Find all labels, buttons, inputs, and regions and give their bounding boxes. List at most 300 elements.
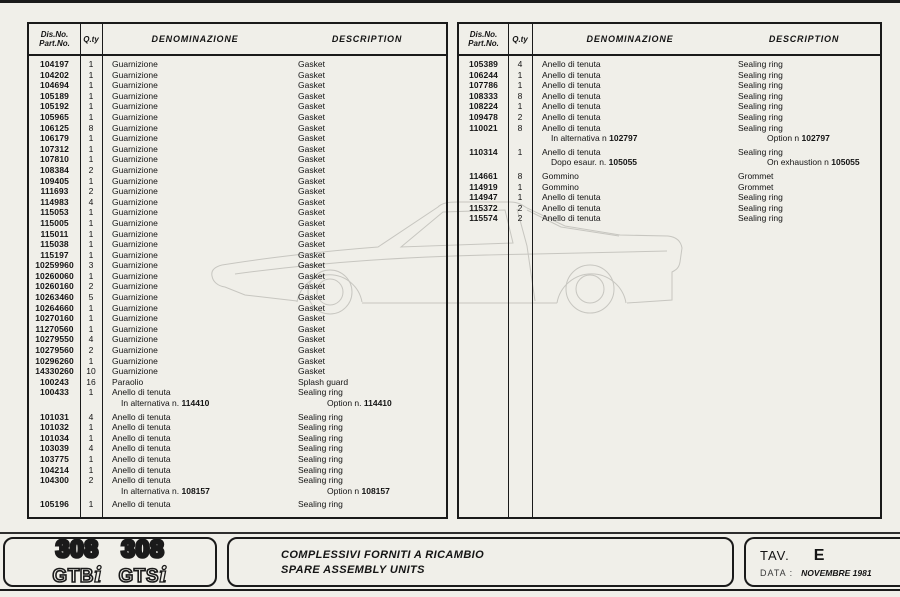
denominazione-text: Guarnizione xyxy=(112,186,158,197)
description-text: Sealing ring xyxy=(298,453,343,464)
logo-model-number: 308 xyxy=(121,536,165,563)
quantity: 1 xyxy=(517,181,523,192)
denominazione-text: Guarnizione xyxy=(112,345,158,356)
denominazione-text: Anello di tenuta xyxy=(542,213,601,224)
table-row xyxy=(29,154,446,165)
denominazione-cell xyxy=(532,203,738,214)
table-row xyxy=(459,182,880,193)
table-row xyxy=(29,218,446,229)
denominazione-text: Anello di tenuta xyxy=(112,499,171,510)
table-row xyxy=(29,176,446,187)
header-part-no: Dis.No. Part.No. xyxy=(39,29,70,48)
column-divider xyxy=(102,24,103,517)
quantity: 1 xyxy=(88,217,94,228)
part-number: 105389 xyxy=(469,59,498,69)
table-body xyxy=(29,56,446,510)
logo-model-trim: GTS xyxy=(118,566,160,587)
part-number: 104694 xyxy=(40,80,69,91)
table-row xyxy=(29,475,446,486)
denominazione-cell xyxy=(102,334,298,345)
description-text: Sealing ring xyxy=(738,80,783,91)
quantity: 1 xyxy=(88,59,94,69)
description-cell xyxy=(298,334,446,345)
description-text: Splash guard xyxy=(298,376,349,387)
description-text: Sealing ring xyxy=(738,59,783,69)
logo-injection-i: i xyxy=(159,562,168,587)
denominazione-text: Anello di tenuta xyxy=(542,59,601,69)
quantity: 1 xyxy=(88,302,94,313)
description-cell xyxy=(298,59,446,70)
description-cell xyxy=(298,260,446,271)
part-number: 105192 xyxy=(40,101,69,112)
table-row xyxy=(29,377,446,388)
part-number: 105196 xyxy=(40,499,69,510)
part-number: 115574 xyxy=(469,213,498,224)
part-number: 115053 xyxy=(40,207,69,218)
part-number: 14330260 xyxy=(35,366,74,377)
table-row xyxy=(29,303,446,314)
part-number: 103039 xyxy=(40,443,69,454)
header-description: DESCRIPTION xyxy=(331,34,403,44)
denominazione-cell xyxy=(532,123,738,134)
description-cell xyxy=(738,171,880,182)
description-text: Sealing ring xyxy=(738,146,783,157)
denominazione-cell xyxy=(102,229,298,240)
quantity: 1 xyxy=(88,323,94,334)
page-top-rule xyxy=(0,0,900,3)
denominazione-text: Gommino xyxy=(542,181,579,192)
table-row xyxy=(29,345,446,356)
description-cell xyxy=(738,213,880,224)
quantity: 3 xyxy=(88,260,94,271)
table-row xyxy=(29,271,446,282)
plate-title-english: SPARE ASSEMBLY UNITS xyxy=(281,563,425,576)
description-text: Gasket xyxy=(298,133,325,144)
table-row xyxy=(29,398,446,409)
denominazione-cell xyxy=(102,387,298,398)
denominazione-cell xyxy=(102,345,298,356)
part-number xyxy=(29,398,80,409)
description-cell xyxy=(738,112,880,123)
description-cell xyxy=(747,157,880,168)
description-cell xyxy=(298,465,446,476)
quantity: 2 xyxy=(517,213,523,224)
denominazione-text: Guarnizione xyxy=(112,302,158,313)
part-number: 104300 xyxy=(40,475,69,486)
denominazione-text: Guarnizione xyxy=(112,270,158,281)
denominazione-cell xyxy=(102,239,298,250)
denominazione-text: Anello di tenuta xyxy=(542,202,601,213)
description-cell xyxy=(738,203,880,214)
description-text: Gasket xyxy=(298,207,325,218)
table-row xyxy=(29,123,446,134)
table-row xyxy=(29,454,446,465)
quantity: 1 xyxy=(517,101,523,112)
denominazione-cell xyxy=(532,59,738,70)
description-cell xyxy=(307,486,446,497)
table-row xyxy=(459,157,880,168)
table-row xyxy=(29,387,446,398)
table-body xyxy=(459,56,880,224)
description-cell xyxy=(298,186,446,197)
description-text: Gasket xyxy=(298,186,325,197)
page-bottom-rule xyxy=(0,589,900,591)
model-logo xyxy=(119,538,168,586)
part-number: 115372 xyxy=(469,202,498,213)
description-text: Gasket xyxy=(298,334,325,345)
denominazione-text: Guarnizione xyxy=(112,366,158,377)
description-cell xyxy=(298,443,446,454)
table-row xyxy=(459,213,880,224)
description-text: Gasket xyxy=(298,217,325,228)
denominazione-text: Guarnizione xyxy=(112,281,158,292)
table-row xyxy=(29,422,446,433)
denominazione-text: Guarnizione xyxy=(112,323,158,334)
quantity xyxy=(508,157,532,168)
denominazione-text: Gommino xyxy=(542,170,579,181)
denominazione-cell xyxy=(102,422,298,433)
quantity: 1 xyxy=(88,207,94,218)
quantity: 1 xyxy=(88,249,94,260)
description-cell xyxy=(738,182,880,193)
quantity: 8 xyxy=(88,122,94,133)
table-row xyxy=(459,123,880,134)
description-text: Gasket xyxy=(298,69,325,80)
description-text: Gasket xyxy=(298,111,325,122)
denominazione-cell xyxy=(102,271,298,282)
description-text: Gasket xyxy=(298,260,325,271)
column-divider xyxy=(532,24,533,517)
description-text: Sealing ring xyxy=(738,111,783,122)
quantity: 1 xyxy=(88,154,94,165)
part-number: 101031 xyxy=(40,411,69,422)
date-value: NOVEMBRE 1981 xyxy=(801,567,872,578)
table-row xyxy=(29,80,446,91)
logo-injection-i: i xyxy=(94,562,103,587)
description-text: Sealing ring xyxy=(738,122,783,133)
description-text: Sealing ring xyxy=(298,443,343,454)
quantity: 4 xyxy=(517,59,523,69)
part-number: 109405 xyxy=(40,175,69,186)
description-cell xyxy=(738,123,880,134)
column-divider xyxy=(508,24,509,517)
quantity xyxy=(80,486,102,497)
description-text: Gasket xyxy=(298,154,325,165)
part-number: 108224 xyxy=(469,101,498,112)
denominazione-text: Anello di tenuta xyxy=(542,69,601,80)
denominazione-cell xyxy=(102,412,298,423)
part-number: 10279550 xyxy=(35,334,74,345)
denominazione-text: Guarnizione xyxy=(112,143,158,154)
part-number: 107810 xyxy=(40,154,69,165)
part-number: 101034 xyxy=(40,432,69,443)
denominazione-cell xyxy=(532,91,738,102)
denominazione-text: Guarnizione xyxy=(112,260,158,271)
quantity: 2 xyxy=(88,345,94,356)
part-number xyxy=(459,157,508,168)
denominazione-text: Anello di tenuta xyxy=(542,90,601,101)
quantity xyxy=(80,398,102,409)
description-cell xyxy=(298,154,446,165)
part-number: 10260060 xyxy=(35,270,74,281)
table-row xyxy=(29,412,446,423)
denominazione-text: Guarnizione xyxy=(112,228,158,239)
description-cell xyxy=(298,499,446,510)
table-row xyxy=(29,356,446,367)
denominazione-text: Anello di tenuta xyxy=(542,111,601,122)
description-cell xyxy=(298,345,446,356)
denominazione-cell xyxy=(102,377,298,388)
denominazione-text: Guarnizione xyxy=(112,101,158,112)
part-number: 107786 xyxy=(469,80,498,91)
parts-table-right xyxy=(457,22,882,519)
part-number: 109478 xyxy=(469,111,498,122)
model-logos-box xyxy=(3,537,217,587)
denominazione-cell xyxy=(102,91,298,102)
table-row xyxy=(29,465,446,476)
table-row xyxy=(459,147,880,158)
description-text: Gasket xyxy=(298,80,325,91)
description-text: Gasket xyxy=(298,281,325,292)
table-row xyxy=(459,101,880,112)
denominazione-ref-number: 105055 xyxy=(608,157,638,168)
denominazione-text: Anello di tenuta xyxy=(542,101,601,112)
part-number: 115038 xyxy=(40,239,69,250)
description-text: Gasket xyxy=(298,122,325,133)
denominazione-text: Anello di tenuta xyxy=(542,192,601,203)
part-number: 105189 xyxy=(40,90,69,101)
description-text: Gasket xyxy=(298,323,325,334)
description-text: Sealing ring xyxy=(738,101,783,112)
quantity: 2 xyxy=(88,281,94,292)
part-number: 107312 xyxy=(40,143,69,154)
quantity: 1 xyxy=(88,313,94,324)
description-ref-number: 108157 xyxy=(361,485,390,496)
description-text: Grommet xyxy=(738,181,774,192)
part-number: 106244 xyxy=(469,69,498,80)
description-cell xyxy=(298,377,446,388)
quantity: 8 xyxy=(517,122,523,133)
quantity: 5 xyxy=(88,292,94,303)
quantity: 4 xyxy=(88,411,94,422)
description-cell xyxy=(298,91,446,102)
description-text: Gasket xyxy=(298,355,325,366)
denominazione-text: Anello di tenuta xyxy=(112,453,171,464)
part-number: 100243 xyxy=(40,376,69,387)
table-row xyxy=(459,112,880,123)
quantity: 2 xyxy=(517,111,523,122)
quantity: 1 xyxy=(517,192,523,203)
description-cell xyxy=(738,147,880,158)
description-text: Gasket xyxy=(298,101,325,112)
denominazione-text: In alternativa n. xyxy=(121,398,182,408)
denominazione-cell xyxy=(102,70,298,81)
denominazione-cell xyxy=(102,133,298,144)
quantity: 1 xyxy=(88,228,94,239)
quantity: 1 xyxy=(88,80,94,91)
logo-model-trim: GTB xyxy=(52,566,95,587)
table-row xyxy=(29,443,446,454)
description-cell xyxy=(738,70,880,81)
table-row xyxy=(29,101,446,112)
header-qty: Q.ty xyxy=(512,34,528,44)
description-cell xyxy=(298,218,446,229)
description-text: Sealing ring xyxy=(298,475,343,486)
part-number: 105965 xyxy=(40,111,69,122)
denominazione-cell xyxy=(532,147,738,158)
denominazione-ref-number: 102797 xyxy=(609,133,638,144)
footer-divider xyxy=(0,532,900,534)
plate-title-box xyxy=(227,537,734,587)
quantity: 8 xyxy=(517,90,523,101)
part-number: 114661 xyxy=(469,170,498,181)
description-text: Sealing ring xyxy=(738,192,783,203)
denominazione-cell xyxy=(532,213,738,224)
header-denominazione: DENOMINAZIONE xyxy=(586,34,674,44)
part-number: 106125 xyxy=(40,122,69,133)
parts-table-left xyxy=(27,22,448,519)
part-number: 103775 xyxy=(40,453,69,464)
denominazione-text: Guarnizione xyxy=(112,175,158,186)
description-cell xyxy=(298,433,446,444)
denominazione-cell xyxy=(102,366,298,377)
table-row xyxy=(29,165,446,176)
part-number: 10279560 xyxy=(35,345,74,356)
part-number: 111693 xyxy=(40,186,69,197)
description-cell xyxy=(298,454,446,465)
table-row xyxy=(29,133,446,144)
table-row xyxy=(29,366,446,377)
description-cell xyxy=(738,192,880,203)
denominazione-cell xyxy=(532,157,747,168)
denominazione-ref-number: 114410 xyxy=(181,398,210,408)
quantity: 1 xyxy=(88,143,94,154)
table-row xyxy=(29,499,446,510)
denominazione-text: Guarnizione xyxy=(112,217,158,228)
description-text: Sealing ring xyxy=(738,69,783,80)
description-text: Sealing ring xyxy=(298,464,343,475)
description-cell xyxy=(298,144,446,155)
denominazione-cell xyxy=(102,165,298,176)
table-row xyxy=(29,59,446,70)
denominazione-cell xyxy=(102,398,307,409)
description-cell xyxy=(738,80,880,91)
column-divider xyxy=(80,24,81,517)
description-cell xyxy=(298,165,446,176)
quantity: 4 xyxy=(88,443,94,454)
description-cell xyxy=(298,133,446,144)
description-ref-number: 114410 xyxy=(363,398,392,408)
table-header xyxy=(459,24,880,56)
part-number: 10264660 xyxy=(35,302,74,313)
part-number: 115197 xyxy=(40,249,69,260)
description-cell xyxy=(747,133,880,144)
part-number: 10263460 xyxy=(35,292,74,303)
part-number: 114947 xyxy=(469,192,498,203)
description-cell xyxy=(298,281,446,292)
quantity: 1 xyxy=(88,101,94,112)
part-number: 106179 xyxy=(40,133,69,144)
description-cell xyxy=(298,303,446,314)
part-number: 10296260 xyxy=(35,355,74,366)
table-row xyxy=(29,250,446,261)
denominazione-cell xyxy=(102,454,298,465)
denominazione-cell xyxy=(532,133,747,144)
table-row xyxy=(29,486,446,497)
table-row xyxy=(459,70,880,81)
denominazione-cell xyxy=(102,250,298,261)
part-number: 101032 xyxy=(40,422,69,433)
denominazione-cell xyxy=(532,171,738,182)
denominazione-cell xyxy=(102,486,307,497)
table-row xyxy=(29,207,446,218)
denominazione-text: Guarnizione xyxy=(112,133,158,144)
table-row xyxy=(29,281,446,292)
description-cell xyxy=(298,176,446,187)
denominazione-text: Anello di tenuta xyxy=(112,464,171,475)
denominazione-cell xyxy=(102,123,298,134)
denominazione-text: Anello di tenuta xyxy=(112,475,171,486)
quantity: 1 xyxy=(517,146,523,157)
table-row xyxy=(459,91,880,102)
table-row xyxy=(29,334,446,345)
denominazione-ref-number: 108157 xyxy=(181,485,210,496)
denominazione-text: Paraolio xyxy=(112,376,144,387)
description-text: Gasket xyxy=(298,143,325,154)
part-number: 104202 xyxy=(40,69,69,80)
description-cell xyxy=(298,207,446,218)
quantity: 10 xyxy=(86,366,96,377)
denominazione-text: Guarnizione xyxy=(112,249,158,260)
description-cell xyxy=(298,324,446,335)
quantity: 1 xyxy=(88,387,94,398)
part-number: 110021 xyxy=(469,122,498,133)
part-number: 10260160 xyxy=(35,281,74,292)
description-text: Gasket xyxy=(298,366,325,377)
denominazione-cell xyxy=(102,207,298,218)
description-cell xyxy=(298,123,446,134)
description-text: Option n xyxy=(327,485,362,496)
part-number: 114919 xyxy=(469,181,498,192)
header-part-no: Dis.No. Part.No. xyxy=(468,29,499,48)
denominazione-text: Guarnizione xyxy=(112,122,158,133)
description-text: Sealing ring xyxy=(738,213,783,224)
description-text: Sealing ring xyxy=(298,387,343,398)
description-cell xyxy=(298,475,446,486)
denominazione-text: In alternativa n xyxy=(551,133,610,144)
denominazione-text: Guarnizione xyxy=(112,59,158,69)
description-cell xyxy=(738,91,880,102)
part-number: 108333 xyxy=(469,90,498,101)
quantity: 2 xyxy=(88,186,94,197)
description-cell xyxy=(738,101,880,112)
denominazione-cell xyxy=(102,443,298,454)
quantity: 16 xyxy=(86,376,96,387)
denominazione-cell xyxy=(102,433,298,444)
description-cell xyxy=(298,197,446,208)
description-cell xyxy=(298,70,446,81)
description-cell xyxy=(298,313,446,324)
part-number xyxy=(459,133,508,144)
description-cell xyxy=(298,412,446,423)
denominazione-cell xyxy=(102,218,298,229)
denominazione-text: Guarnizione xyxy=(112,313,158,324)
description-text: Grommet xyxy=(738,170,774,181)
tav-row xyxy=(760,547,900,565)
quantity: 1 xyxy=(88,432,94,443)
plate-title-italian: COMPLESSIVI FORNITI A RICAMBIO xyxy=(281,548,485,561)
logo-model-number: 308 xyxy=(55,536,99,563)
